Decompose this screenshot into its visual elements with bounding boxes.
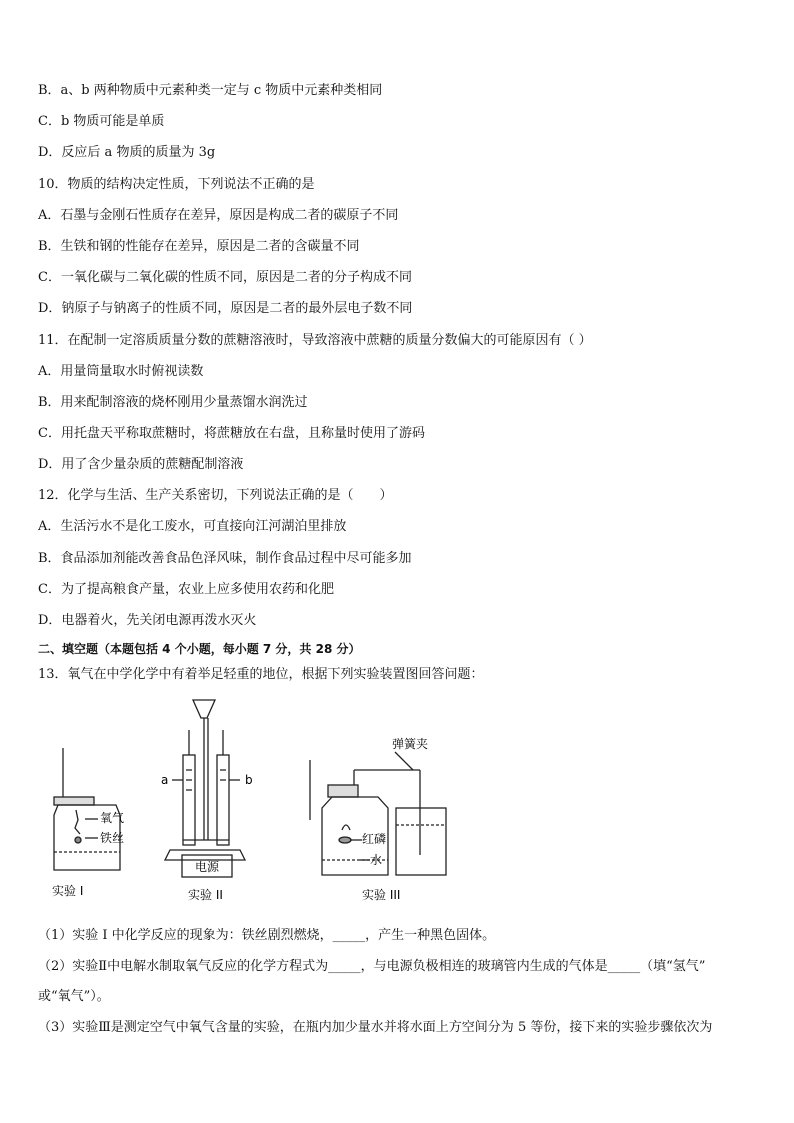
question-13-stem: 13．氧气在中学化学中有着举足轻重的地位，根据下列实验装置图回答问题： (38, 667, 484, 682)
sub-question-2-cont: 或“氧气”）。 (38, 989, 110, 1004)
option-10b: B．生铁和钢的性能存在差异，原因是二者的含碳量不同 (38, 239, 360, 254)
option-11a: A．用量筒量取水时俯视读数 (38, 364, 204, 379)
exp2-power: 电源 (195, 860, 220, 874)
exp2-label-a: a (161, 773, 169, 787)
option-11c: C．用托盘天平称取蔗糖时，将蔗糖放在右盘，且称量时使用了游码 (38, 426, 425, 441)
sub-question-1: （1）实验 I 中化学反应的现象为：铁丝剧烈燃烧，_____，产生一种黑色固体。 (38, 928, 496, 943)
option-11d: D．用了含少量杂质的蔗糖配制溶液 (38, 457, 244, 472)
option-10a: A．石墨与金刚石性质存在差异，原因是构成二者的碳原子不同 (38, 208, 399, 223)
option-11b: B．用来配制溶液的烧杯刚用少量蒸馏水润洗过 (38, 395, 308, 410)
option-12a: A．生活污水不是化工废水，可直接向江河湖泊里排放 (38, 519, 347, 534)
exp3-label-water: 水 (370, 853, 383, 867)
option-10c: C．一氧化碳与二氧化碳的性质不同，原因是二者的分子构成不同 (38, 270, 412, 285)
option-9b: B．a、b 两种物质中元素种类一定与 c 物质中元素种类相同 (38, 83, 383, 98)
sub-question-2: （2）实验Ⅱ中电解水制取氧气反应的化学方程式为_____，与电源负极相连的玻璃管内生成的气体是_____（填“氢气” (38, 959, 706, 974)
question-12-stem: 12．化学与生活、生产关系密切，下列说法正确的是（ ） (38, 488, 393, 503)
option-9d: D．反应后 a 物质的质量为 3g (38, 145, 216, 160)
exp2-caption: 实验 II (188, 888, 223, 902)
option-12c: C．为了提高粮食产量，农业上应多使用农药和化肥 (38, 582, 334, 597)
question-10-stem: 10．物质的结构决定性质，下列说法不正确的是 (38, 177, 315, 192)
exp1-label-oxygen: 氧气 (100, 811, 125, 825)
exp1-caption: 实验 I (52, 884, 84, 898)
experiment-2-apparatus (165, 700, 245, 877)
option-9c: C．b 物质可能是单质 (38, 114, 165, 129)
option-12d: D．电器着火，先关闭电源再泼水灭火 (38, 613, 257, 628)
experiment-1-apparatus (54, 748, 120, 870)
sub-question-3: （3）实验Ⅲ是测定空气中氧气含量的实验，在瓶内加少量水并将水面上方空间分为 5 等份，接下来的实验步骤依次为 (38, 1020, 713, 1035)
option-12b: B．食品添加剂能改善食品色泽风味，制作食品过程中尽可能多加 (38, 551, 412, 566)
exp3-caption: 实验 III (362, 888, 401, 902)
option-10d: D．钠原子与钠离子的性质不同，原因是二者的最外层电子数不同 (38, 301, 413, 316)
question-11-stem: 11．在配制一定溶质质量分数的蔗糖溶液时，导致溶液中蔗糖的质量分数偏大的可能原因有（ ） (38, 333, 592, 348)
exp3-label-clamp: 弹簧夹 (392, 737, 429, 751)
section-heading: 二、填空题（本题包括 4 个小题，每小题 7 分，共 28 分） (38, 642, 361, 656)
exp3-label-phosphorus: 红磷 (362, 832, 387, 846)
experiment-figure (40, 690, 480, 910)
exp1-label-wire: 铁丝 (100, 831, 125, 845)
exp2-label-b: b (245, 773, 253, 787)
